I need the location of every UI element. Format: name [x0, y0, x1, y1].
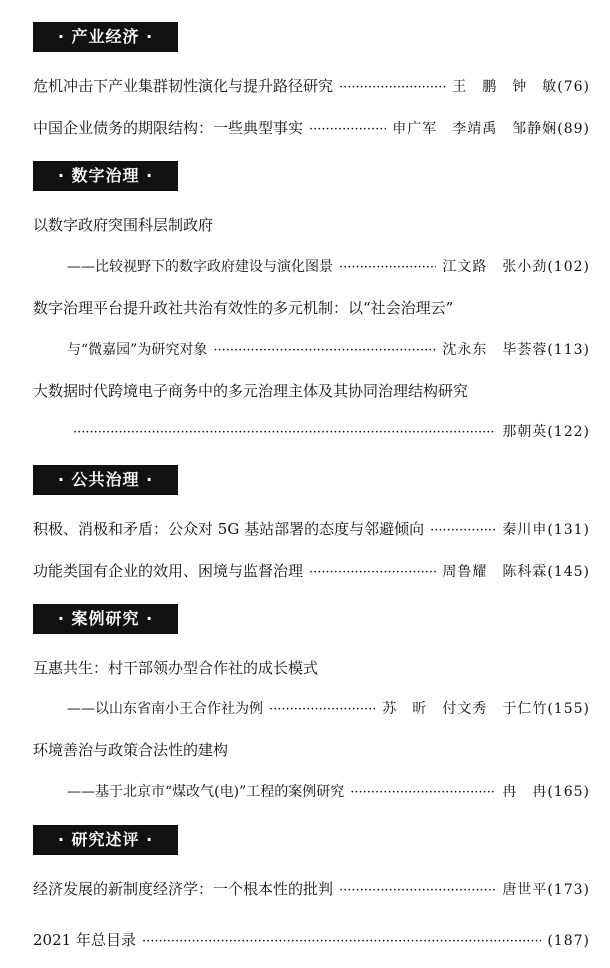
- entry-author-page: 苏 昕 付文秀 于仁竹(155): [382, 701, 590, 717]
- leader-dots: [213, 340, 436, 358]
- entry-author-page: 沈永东 毕荟蓉(113): [442, 342, 590, 358]
- toc-entry-subtitle[interactable]: [67, 698, 590, 720]
- toc-entry-annual-index[interactable]: [33, 929, 590, 951]
- toc-entry[interactable]: [33, 878, 590, 900]
- toc-entry-subtitle[interactable]: [67, 781, 590, 803]
- section-header-digital-governance: · 数字治理 ·: [33, 161, 178, 191]
- entry-subtitle: ——比较视野下的数字政府建设与演化图景: [67, 259, 333, 275]
- entry-author-page: 唐世平(173): [502, 882, 590, 898]
- entry-title: 中国企业债务的期限结构：一些典型事实: [33, 119, 304, 137]
- toc-entry-subtitle[interactable]: [67, 421, 590, 443]
- leader-dots: [339, 880, 496, 898]
- leader-dots: [269, 699, 376, 717]
- entry-title: 积极、消极和矛盾：公众对 5G 基站部署的态度与邻避倾向: [33, 520, 425, 538]
- toc-entry[interactable]: [33, 117, 590, 139]
- section-header-case-studies: · 案例研究 ·: [33, 604, 178, 634]
- entry-subtitle: 与“微嘉园”为研究对象: [67, 342, 208, 358]
- section-header-public-governance: · 公共治理 ·: [33, 465, 178, 495]
- entry-title: 危机冲击下产业集群韧性演化与提升路径研究: [33, 77, 334, 95]
- leader-dots: [142, 931, 541, 949]
- leader-dots: [350, 782, 496, 800]
- leader-dots: [339, 257, 436, 275]
- toc-entry-title[interactable]: [33, 657, 590, 679]
- entry-author-page: 那朝英(122): [502, 424, 590, 440]
- toc-entry[interactable]: [33, 560, 590, 582]
- entry-author-page: 冉 冉(165): [502, 784, 590, 800]
- entry-subtitle: ——基于北京市“煤改气(电)”工程的案例研究: [67, 784, 345, 800]
- toc-entry[interactable]: [33, 75, 590, 97]
- toc-entry-title[interactable]: [33, 214, 590, 236]
- entry-title: 环境善治与政策合法性的建构: [33, 741, 229, 759]
- entry-title: 功能类国有企业的效用、困境与监督治理: [33, 562, 304, 580]
- entry-subtitle: ——以山东省南小王合作社为例: [67, 701, 263, 717]
- entry-page: (187): [547, 933, 590, 949]
- leader-dots: [309, 562, 436, 580]
- entry-author-page: 江文路 张小劲(102): [442, 259, 590, 275]
- toc-entry-subtitle[interactable]: [67, 256, 590, 278]
- entry-author-page: 秦川申(131): [502, 522, 590, 538]
- toc-entry-title[interactable]: [33, 380, 590, 402]
- entry-title: 互惠共生：村干部领办型合作社的成长模式: [33, 659, 319, 677]
- section-header-research-review: · 研究述评 ·: [33, 825, 178, 855]
- leader-dots: [309, 119, 386, 137]
- toc-entry-title[interactable]: [33, 739, 590, 761]
- toc-entry-subtitle[interactable]: [67, 339, 590, 361]
- leader-dots: [430, 520, 496, 538]
- entry-author-page: 申广军 李靖禹 邹静娴(89): [392, 121, 590, 137]
- entry-title: 2021 年总目录: [33, 931, 136, 949]
- entry-author-page: 王 鹏 钟 敏(76): [452, 79, 590, 95]
- entry-title: 数字治理平台提升政社共治有效性的多元机制：以“社会治理云”: [33, 299, 454, 317]
- entry-author-page: 周鲁耀 陈科霖(145): [442, 564, 590, 580]
- entry-title: 以数字政府突围科层制政府: [33, 216, 214, 234]
- entry-title: 大数据时代跨境电子商务中的多元治理主体及其协同治理结构研究: [33, 382, 469, 400]
- toc-entry-title[interactable]: [33, 297, 590, 319]
- section-header-industrial-economy: · 产业经济 ·: [33, 22, 178, 52]
- leader-dots: [339, 77, 446, 95]
- entry-title: 经济发展的新制度经济学：一个根本性的批判: [33, 880, 334, 898]
- leader-dots: [73, 422, 496, 440]
- toc-entry[interactable]: [33, 518, 590, 540]
